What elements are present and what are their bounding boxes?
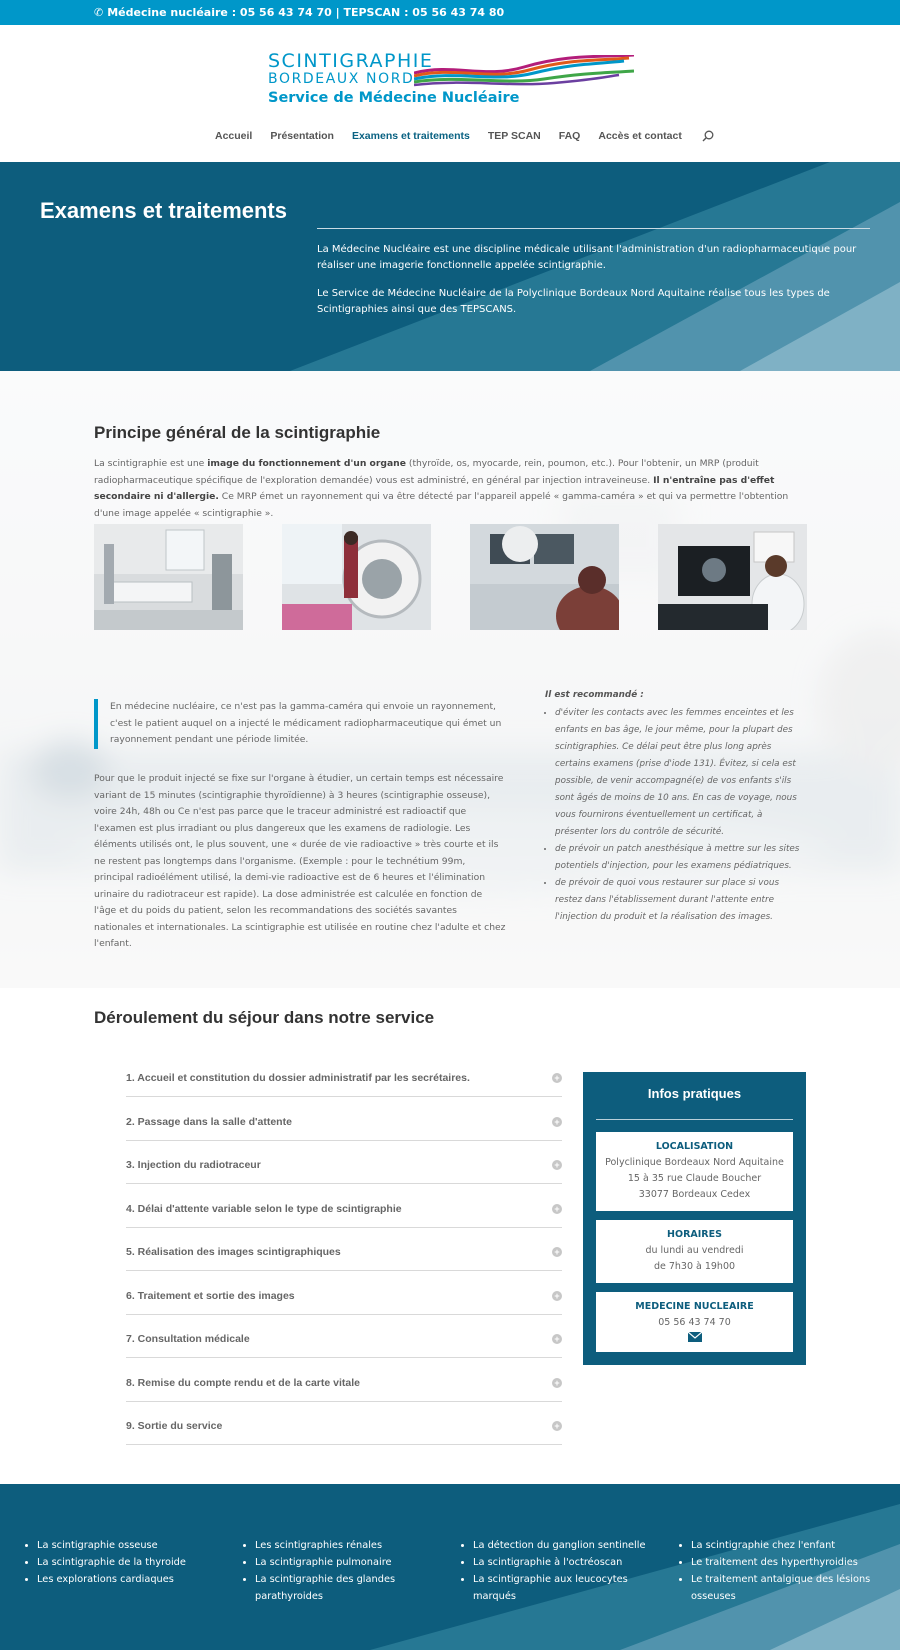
accordion-step-5[interactable] — [126, 1246, 562, 1271]
plus-circle-icon[interactable]: + — [552, 1073, 562, 1083]
footer-link[interactable]: • Les explorations cardiaques — [37, 1571, 224, 1588]
accordion-label: 3. Injection du radiotraceur — [126, 1159, 261, 1171]
plus-circle-icon[interactable]: + — [552, 1378, 562, 1388]
principe-quote: En médecine nucléaire, ce n'est pas la gamma-caméra qui envoie un rayonnement, c'est le patient auquel on a injecté le médicament radiopharmaceutique qui émet un rayonnement pendant une période limitée. — [94, 699, 506, 749]
recommendation-item: • de prévoir de quoi vous restaurer sur place si vous restez dans l'établissement durant l'attente entre l'injection du produit et la réalisation des images. — [555, 875, 807, 926]
hero-divider — [317, 228, 870, 229]
horaires-card — [596, 1220, 793, 1283]
plus-circle-icon[interactable]: + — [552, 1247, 562, 1257]
localisation-line-2: 15 à 35 rue Claude Boucher — [627, 1173, 762, 1184]
accordion-step-2[interactable] — [126, 1116, 562, 1141]
principe-section — [0, 371, 900, 988]
site-footer — [0, 1484, 900, 1650]
footer-link[interactable]: • La scintigraphie osseuse — [37, 1537, 224, 1554]
infos-pratiques-panel — [583, 1072, 806, 1365]
nav-faq[interactable]: FAQ — [558, 130, 581, 142]
accordion-label: 7. Consultation médicale — [126, 1333, 250, 1345]
top-bar-contact: Médecine nucléaire : 05 56 43 74 70 | TEPSCAN : 05 56 43 74 80 — [107, 6, 505, 19]
plus-circle-icon[interactable]: + — [552, 1334, 562, 1344]
nav-examens[interactable]: Examens et traitements — [351, 130, 470, 142]
accordion-step-8[interactable] — [126, 1377, 562, 1402]
photo-examination-room — [94, 524, 243, 630]
medecine-card — [596, 1292, 793, 1352]
hero-paragraph-2: Le Service de Médecine Nucléaire de la Polyclinique Bordeaux Nord Aquitaine réalise tous les types de Scintigraphies ainsi que des TEPSCANS. — [317, 288, 830, 315]
accordion-label: 4. Délai d'attente variable selon le type de scintigraphie — [126, 1203, 402, 1215]
localisation-line-3: 33077 Bordeaux Cedex — [638, 1189, 751, 1200]
medecine-title: MEDECINE NUCLEAIRE — [635, 1301, 754, 1312]
accordion-label: 6. Traitement et sortie des images — [126, 1290, 295, 1302]
footer-link[interactable]: • La scintigraphie aux leucocytes marqués — [473, 1571, 660, 1605]
horaires-line-1: du lundi au vendredi — [645, 1245, 744, 1256]
footer-column-2 — [242, 1537, 442, 1605]
accordion-label: 8. Remise du compte rendu et de la carte vitale — [126, 1377, 360, 1389]
infos-title: Infos pratiques — [647, 1086, 742, 1101]
photo-control-console — [470, 524, 619, 630]
footer-link[interactable]: • Le traitement antalgique des lésions osseuses — [691, 1571, 878, 1605]
accordion-step-1[interactable] — [126, 1072, 562, 1097]
accordion-step-4[interactable] — [126, 1203, 562, 1228]
principe-title: Principe général de la scintigraphie — [94, 423, 381, 442]
plus-circle-icon[interactable]: + — [552, 1117, 562, 1127]
top-bar — [0, 0, 900, 25]
accordion-step-3[interactable] — [126, 1159, 562, 1184]
logo-line-1: SCINTIGRAPHIE — [268, 50, 434, 72]
localisation-card — [596, 1132, 793, 1211]
photo-gamma-camera — [282, 524, 431, 630]
envelope-icon[interactable] — [688, 1332, 702, 1342]
footer-column-4 — [678, 1537, 878, 1605]
deroulement-title: Déroulement du séjour dans notre service — [94, 1008, 435, 1027]
nav-acces-contact[interactable]: Accès et contact — [598, 130, 682, 142]
localisation-title: LOCALISATION — [655, 1141, 734, 1152]
recommendations — [545, 687, 807, 926]
recommendation-item: • de prévoir un patch anesthésique à mettre sur les sites potentiels d'injection, pour les examens pédiatriques. — [555, 841, 807, 875]
principe-body: Pour que le produit injecté se fixe sur l'organe à étudier, un certain temps est nécessaire variant de 15 minutes (scintigraphie thyroïdienne) à 3 heures (scintigraphie osseuse), voire 24h, 48h ou Ce n'est pas parce que le traceur administré est radioactif que l'examen est plus irradiant ou plus dangereux que les examens de radiologie. Les éléments utilisés ont, le plus souvent, une « durée de vie radioactive » très courte et ils ne restent pas longtemps dans l'organisme. (Exemple : pour le technétium 99m, principal radioélément utilisé, la demi-vie radioactive est de 6 heures et l'élimination urinaire du radiotraceur est rapide). La dose administrée est calculée en fonction de l'âge et du poids du patient, selon les recommandations des sociétés savantes nationales et internationales. La scintigraphie est utilisée en routine chez l'adulte et chez l'enfant. — [94, 773, 506, 949]
hero-paragraph-1: La Médecine Nucléaire est une discipline médicale utilisant l'administration d'un radiopharmaceutique pour réaliser une imagerie fonctionnelle appelée scintigraphie. — [317, 244, 857, 271]
search-icon[interactable] — [702, 130, 714, 142]
footer-column-1 — [24, 1537, 224, 1588]
accordion-step-7[interactable] — [126, 1333, 562, 1358]
plus-circle-icon[interactable]: + — [552, 1291, 562, 1301]
footer-link[interactable]: • La scintigraphie des glandes parathyroides — [255, 1571, 442, 1605]
accordion-step-6[interactable] — [126, 1290, 562, 1315]
accordion-label: 9. Sortie du service — [126, 1420, 223, 1432]
footer-link[interactable]: • La scintigraphie chez l'enfant — [691, 1537, 878, 1554]
phone-icon: ✆ — [94, 6, 104, 19]
footer-column-3 — [460, 1537, 660, 1605]
hero-section — [0, 162, 900, 371]
footer-link[interactable]: • Le traitement des hyperthyroidies — [691, 1554, 878, 1571]
main-nav — [215, 130, 714, 142]
nav-accueil[interactable]: Accueil — [215, 130, 253, 142]
plus-circle-icon[interactable]: + — [552, 1160, 562, 1170]
nav-tep-scan[interactable]: TEP SCAN — [487, 130, 541, 142]
accordion-label: 1. Accueil et constitution du dossier administratif par les secrétaires. — [126, 1072, 470, 1084]
site-header — [0, 25, 900, 162]
recommendations-title: Il est recommandé : — [545, 690, 644, 700]
plus-circle-icon[interactable]: + — [552, 1421, 562, 1431]
logo-waves-icon — [414, 55, 634, 89]
nav-presentation[interactable]: Présentation — [270, 130, 334, 142]
plus-circle-icon[interactable]: + — [552, 1204, 562, 1214]
deroulement-section — [0, 988, 900, 1484]
accordion-step-9[interactable] — [126, 1420, 562, 1445]
horaires-title: HORAIRES — [667, 1229, 722, 1240]
localisation-line-1: Polyclinique Bordeaux Nord Aquitaine — [605, 1157, 784, 1168]
photo-image-analysis — [658, 524, 807, 630]
footer-link[interactable]: • La scintigraphie de la thyroide — [37, 1554, 224, 1571]
medecine-phone: 05 56 43 74 70 — [658, 1317, 731, 1328]
footer-link[interactable]: • La scintigraphie à l'octréoscan — [473, 1554, 660, 1571]
site-logo[interactable] — [268, 51, 638, 129]
footer-link[interactable]: • La scintigraphie pulmonaire — [255, 1554, 442, 1571]
recommendation-item: • d'éviter les contacts avec les femmes enceintes et les enfants en bas âge, le jour même, pour la plupart des scintigraphies. Ce délai peut être plus long après certains examens (prise d'iode 131). Évitez, si cela est possible, de venir accompagné(e) de vos enfants s'ils sont âgés de moins de 10 ans. En cas de voyage, nous vous fournirons éventuellement un certificat, à présenter lors du contrôle de sécurité. — [555, 705, 807, 841]
page-title: Examens et traitements — [40, 198, 287, 223]
infos-divider — [596, 1119, 793, 1120]
footer-link[interactable]: • La détection du ganglion sentinelle — [473, 1537, 660, 1554]
logo-line-3: Service de Médecine Nucléaire — [268, 90, 520, 106]
horaires-line-2: de 7h30 à 19h00 — [653, 1261, 736, 1272]
accordion-label: 2. Passage dans la salle d'attente — [126, 1116, 292, 1128]
accordion-label: 5. Réalisation des images scintigraphiques — [126, 1246, 341, 1258]
logo-line-2: BORDEAUX NORD — [268, 71, 415, 87]
footer-link[interactable]: • Les scintigraphies rénales — [255, 1537, 442, 1554]
recommendations-list — [545, 705, 807, 926]
principe-intro: La scintigraphie est une image du fonctionnement d'un organe (thyroïde, os, myocarde, rein, poumon, etc.). Pour l'obtenir, un MRP (produit radiopharmaceutique spécifique de l'exploration demandée) vous est administré, en général par injection intraveineuse. Il n'entraîne pas d'effet secondaire ni d'allergie. Ce MRP émet un rayonnement qui va être détecté par l'appareil appelé « gamma-caméra » et qui va permettre l'obtention d'une image appelée « scintigraphie ». — [94, 458, 789, 519]
